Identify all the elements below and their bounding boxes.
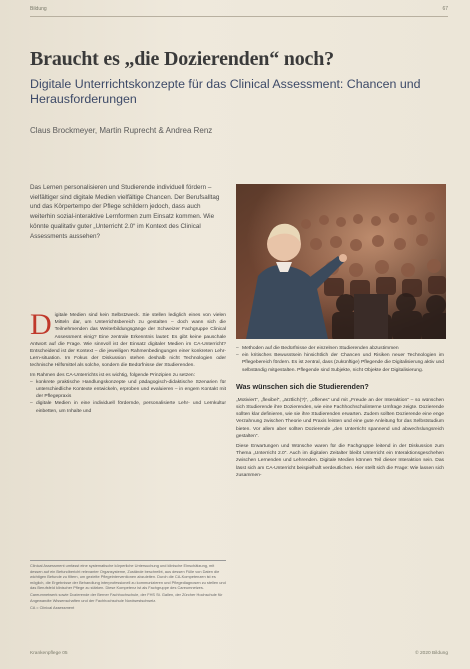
- footnote-divider: [30, 560, 226, 561]
- body-column-right: [236, 345, 444, 479]
- article-title: Braucht es „die Dozierenden“ noch?: [30, 48, 334, 70]
- article-subtitle: Digitale Unterrichtskonzepte für das Clinical Assessment: Chancen und Herausforderungen: [30, 77, 421, 106]
- list-item: – digitale Medien in eine individuell fördernde, personalisierte Lehr- und Lernkultur einbetten, um Inhalte und: [30, 400, 226, 414]
- footnote: Careumnetwerk sowie Dozierende der Berner Fachhochschule, der FHS St. Gallen, der Zürcher Hochschule für Angewandte Wissenschaften und der Fachhochschule Nordwestschweiz.: [30, 592, 223, 604]
- lecture-photo-image: [236, 184, 446, 339]
- running-header: [30, 6, 448, 17]
- list-item: – ein kritisches Bewusstsein hinsichtlich der Chancen und Risiken neuer Technologien im Pflegebereich fördern. Es ist zentral, dass (zukünftige) Pflegende die Digitalisierung aktiv und selbständig mitgestalten. Pflegende sind Subjekte, nicht Objekte der Digitalisierung.: [236, 352, 444, 374]
- running-footer: [30, 651, 448, 656]
- list-item: – Methoden auf die Bedürfnisse der einzelnen Studierenden abzustimmen: [236, 345, 444, 352]
- footer-right: © 2020 Bildung: [415, 651, 448, 656]
- body-column-left: [30, 308, 226, 415]
- intro-paragraph: [30, 308, 226, 370]
- principles-list: [30, 379, 226, 415]
- header-page-number: 67: [442, 6, 448, 12]
- principles-list-continued: [236, 345, 444, 374]
- lecture-photo: [236, 184, 446, 339]
- list-item: – konkrete praktische Handlungskonzepte und pädagogisch-didaktische Szenarien für unterschiedliche Kontexte entwickeln, erproben und evaluieren – in engem Kontakt mit der Pflegepraxis: [30, 379, 226, 401]
- footnotes: [30, 563, 226, 612]
- section-heading: Was wünschen sich die Studierenden?: [236, 381, 369, 391]
- footnote: Clinical Assessment umfasst eine systematische körperliche Untersuchung und klinische Einschätzung, mit dessen auf ein Befundbericht relevanter Organsysteme, Zustände beschreibt, aus dessen Fülle von Daten die wichtigen Befunde zu filtern, um gezielte Pflegeinterventionen abzuleiten. Durch die CA-Kompetenzen ist es möglich, die Ergebnisse der Behandlung interprofessionell zu kommunizieren und Pflegediagnosen zu stellen und das Berufsfeld klinischer Pflege zu stärken. Diese Kompetenz ist als Fachgruppe des Careumnetzes.: [30, 563, 226, 591]
- footer-left: Krankenpflege 05: [30, 651, 68, 656]
- article-lead: Das Lernen personalisieren und Studierende individuell fördern – vielfältiger sind digitale Medien vielfältige Chancen. Der Berufsalltag und das Körpertempo der Pflege schildern jedoch, dass auch weiterhin sozial-interaktive Lernformen zum Einsatz kommen. Wie könnte qualitativ guter „Unterricht 2.0“ im Kontext des Clinical Assessments aussehen?: [30, 184, 220, 240]
- drop-cap: D: [30, 308, 52, 341]
- header-section: Bildung: [30, 6, 47, 12]
- principles-intro: Im Rahmen des CA-Unterrichts ist es wichtig, folgende Prinzipien zu setzen:: [30, 372, 195, 378]
- intro-text: igitale Medien sind kein Selbstzweck. Sie stellen lediglich eines von vielen Mitteln dar, um Unterrichtsbereich zu gestalten – doch wann sich die Teilnehmenden das Weiterbildungsgänge der Schweizer Fachgruppe Clinical Assessment einig? Eine zentrale Erkenntnis lautet: Es gibt keine pauschale Antwort auf die Frage. Wie sinnvoll ist der Einsatz digitaler Medien im CA-Unterricht? Entscheidend ist der Kontext – die jeweiligen Rahmenbedingungen einer konkreten Lehr-Lern-situation. Im Fokus der Diskussion stehen deshalb nicht Technologien oder technische Hilfsmittel als solche, sondern die Bedürfnisse der Studierenden.: [30, 313, 226, 369]
- footnote: CA = Clinical Assessment: [30, 605, 75, 611]
- body-paragraph: „Motiviert“, „flexibel“, „ärztlich(?)“, „offenes“ und mit „Freude an der Interaktion“ – so wünschen sich Studierende ihre Dozierenden, wie eine Fachhochschulinterne Umfrage zeigte. Dozierende sollten klar definieren, wie sie ihre Studierenden erwarten. Zudem sollten Dozierende eine enge Verzahnung zwischen Theorie und Praxis leisten und eine gute Anleitung für das Selbststudium bieten. Vor allem aber sollten Dozierende „den Unterricht spannend und abwechslungsreich gestalten“.: [236, 397, 444, 439]
- article-authors: Claus Brockmeyer, Martin Ruprecht & Andrea Renz: [30, 126, 213, 135]
- body-paragraph: Diese Erwartungen und Wünsche waren für die Fachgruppe leitend in der Diskussion zum Thema „Unterricht 2.0“. Auch im digitalen Zeitalter bleibt Unterricht ein Interaktionsgeschehen zwischen Lernenden und Lehrenden. Digitale Medien können Teil dieser Interaktion sein. Das lässt sich am CA-Unterricht beispielhaft verdeutlichen. Hier stellt sich die Frage: Wie lassen sich zusammen-: [236, 444, 444, 478]
